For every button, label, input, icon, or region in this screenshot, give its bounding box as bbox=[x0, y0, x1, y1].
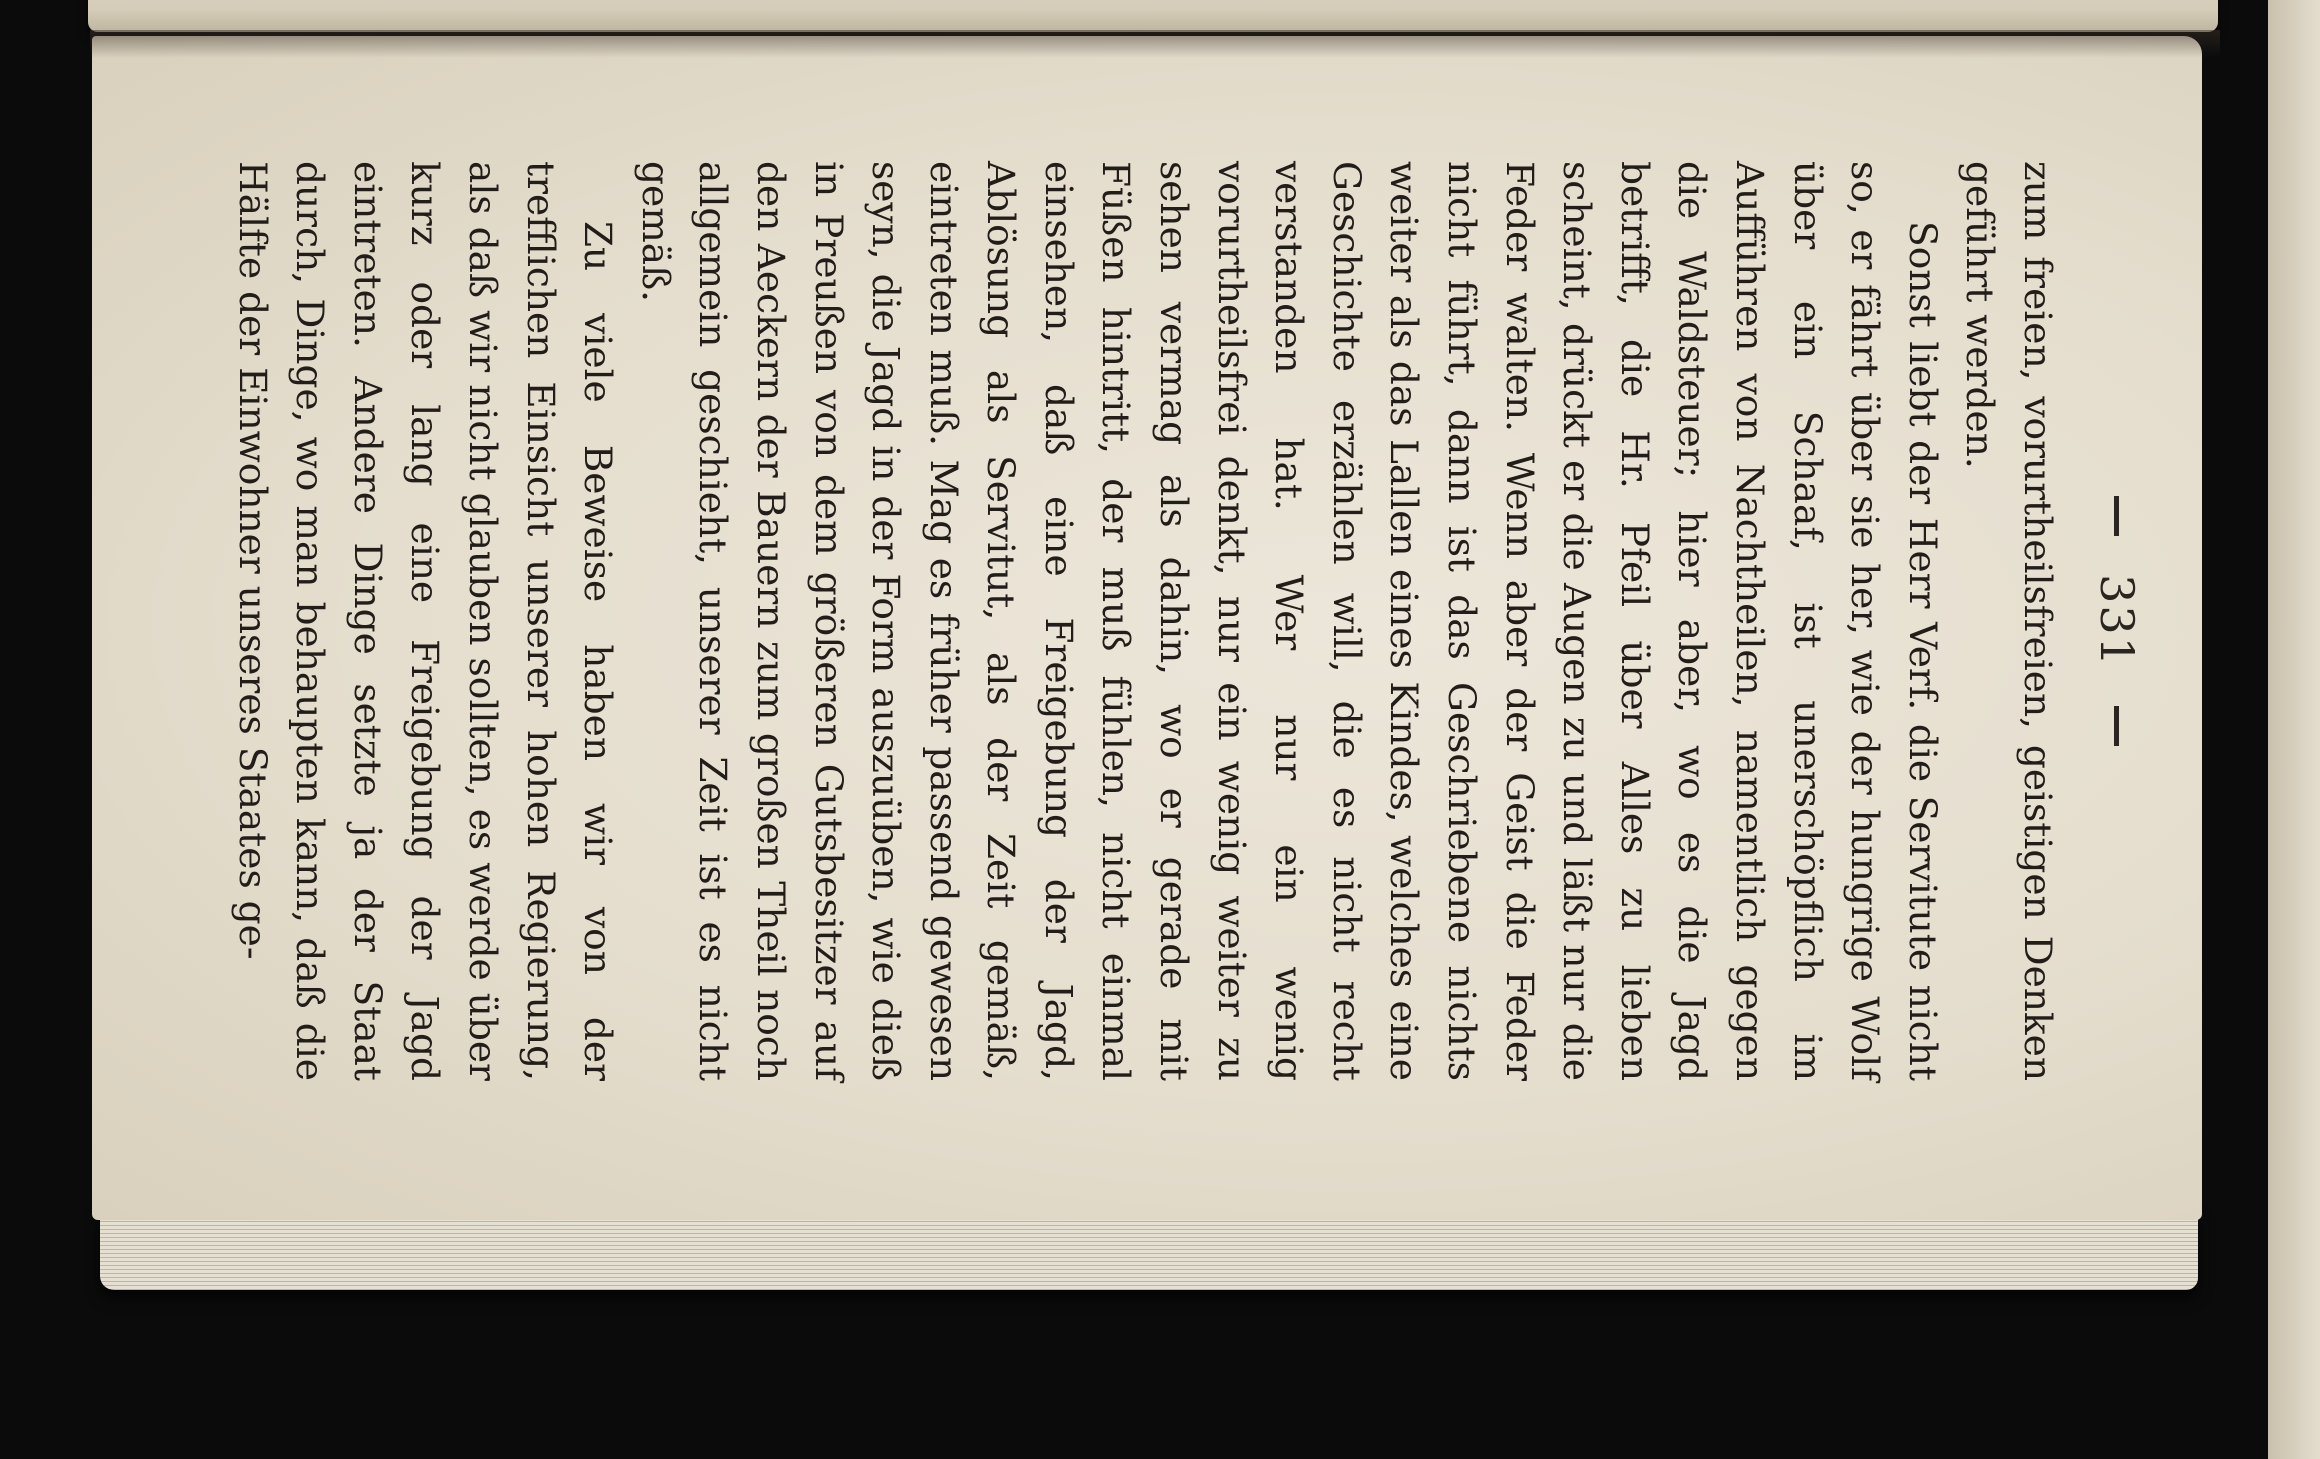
paragraph-2: Sonst liebt der Herr Verf. die Servitute nicht so, er fährt über sie her, wie der hungrige Wolf über ein Schaaf, ist unerschöpflich im Aufführen von Nachtheilen, namentlich gegen die Waldsteuer; hier aber, wo es die Jagd betrifft, die Hr. Pfeil über Alles zu lieben scheint, drückt er die Augen zu und läßt nur die Feder walten. Wenn aber der Geist die Feder nicht führt, dann ist das Geschriebene nichts weiter als das Lallen eines Kindes, welches eine Geschichte erzählen will, die es nicht recht verstanden hat. Wer nur ein wenig vorurtheilsfrei denkt, nur ein wenig weiter zu sehen vermag als dahin, wo er gerade mit Füßen hintritt, der muß fühlen, nicht einmal einsehen, daß eine Freigebung der Jagd, Ablösung als Servitut, als der Zeit gemäß, eintreten muß. Mag es früher passend gewesen seyn, die Jagd in der Form auszuüben, wie dieß in Preußen von dem größeren Gutsbesitzer auf den Aeckern der Bauern zum großen Theil noch allgemein geschieht, unserer Zeit ist es nicht gemäß. bbox=[633, 161, 1945, 1081]
book-page bbox=[92, 36, 2202, 1220]
spine-shadow bbox=[90, 30, 2220, 58]
page-number: 331 bbox=[2090, 574, 2144, 668]
header-dash-right bbox=[2115, 706, 2120, 746]
page-block-edges bbox=[100, 1210, 2198, 1290]
page-body bbox=[223, 161, 2066, 1081]
paragraph-1: zum freien, vorurtheilsfreien, geistigen Denken geführt werden. bbox=[1958, 161, 2060, 1081]
previous-page-edge bbox=[88, 0, 2218, 32]
facing-page-edge bbox=[2268, 0, 2320, 1459]
page-header bbox=[2072, 161, 2162, 1081]
text-column bbox=[230, 161, 2162, 1081]
header-dash-left bbox=[2115, 496, 2120, 536]
paragraph-3: Zu viele Beweise haben wir von der trefflichen Einsicht unserer hohen Regierung, als daß wir nicht glauben sollten, es werde über kurz oder lang eine Freigebung der Jagd eintreten. Andere Dinge setzte ja der Staat durch, Dinge, wo man behaupten kann, daß die Hälfte der Einwohner unseres Staates ge- bbox=[230, 161, 621, 1081]
